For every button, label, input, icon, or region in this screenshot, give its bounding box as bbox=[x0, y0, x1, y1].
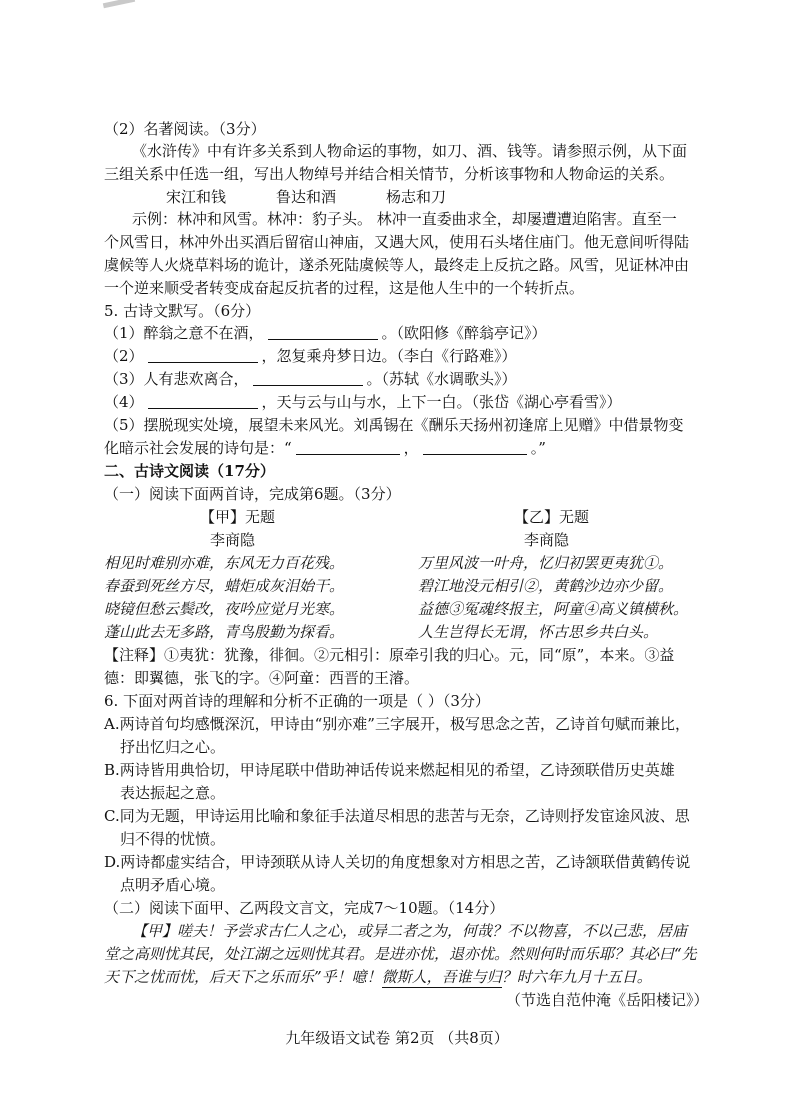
passage-source: （节选自范仲淹《岳阳楼记》） bbox=[506, 991, 709, 1009]
q4-2-header: （2）名著阅读。（3分） bbox=[104, 120, 266, 138]
subsection-2-header: （二）阅读下面甲、乙两段文言文，完成7～10题。（14分） bbox=[104, 899, 505, 917]
poem-a-line: 晓镜但愁云鬓改，夜吟应觉月光寒。 bbox=[104, 600, 345, 618]
choice-item: 鲁达和酒 bbox=[276, 188, 337, 206]
answer-blank[interactable] bbox=[148, 392, 258, 409]
q6-stem: 6. 下面对两首诗的理解和分析不正确的一项是（ ）（3分） bbox=[104, 692, 490, 710]
example-line: 虞候等人火烧草料场的诡计，遂杀死陆虞候等人，最终走上反抗之路。风雪，见证林冲由 bbox=[104, 256, 690, 274]
poem-a-author: 李商隐 bbox=[210, 531, 256, 549]
passage-line: 【甲】嗟夫！予尝求古仁人之心，或异二者之为，何哉？不以物喜，不以己悲，居庙 bbox=[132, 922, 688, 940]
q5-item-5-cont: 化暗示社会发展的诗句是：“ ， 。” bbox=[104, 439, 546, 457]
q5-item-4: （4） ，天与云与山与水，上下一白。（张岱《湖心亭看雪》） bbox=[104, 393, 622, 411]
q6-option-a-cont: 抒出忆归之心。 bbox=[120, 738, 226, 756]
answer-blank[interactable] bbox=[423, 438, 527, 455]
example-line: 个风雪日，林冲外出买酒后留宿山神庙，又遇大风，使用石头堵住庙门。他无意间听得陆 bbox=[104, 233, 690, 251]
poem-b-author: 李商隐 bbox=[524, 531, 570, 549]
scan-mark bbox=[103, 0, 135, 8]
q6-option-a[interactable]: A.两诗首句均感慨深沉，甲诗由“别亦难”三字展开，极写思念之苦，乙诗首句赋而兼比， bbox=[104, 715, 690, 733]
passage-line: 堂之高则忧其民，处江湖之远则忧其君。是进亦忧，退亦忧。然则何时而乐耶？其必曰“先 bbox=[104, 945, 697, 963]
notes-line: 德：即翼德，张飞的字。④阿童：西晋的王濬。 bbox=[104, 669, 420, 687]
q6-option-b-cont: 表达振起之意。 bbox=[120, 784, 226, 802]
page-footer: 九年级语文试卷 第2页 （共8页） bbox=[285, 1029, 509, 1047]
q5-header: 5. 古诗文默写。（6分） bbox=[104, 302, 261, 320]
poem-b-line: 人生岂得长无谓，怀古思乡共白头。 bbox=[418, 623, 659, 641]
poem-a-line: 春蚕到死丝方尽，蜡炬成灰泪始干。 bbox=[104, 577, 345, 595]
q4-2-line: 《水浒传》中有许多关系到人物命运的事物，如刀、酒、钱等。请参照示例，从下面 bbox=[132, 142, 688, 160]
subsection-1-header: （一）阅读下面两首诗，完成第6题。（3分） bbox=[104, 485, 401, 503]
notes-line: 【注释】①夷犹：犹豫，徘徊。②元相引：原牵引我的归心。元，同“原”，本来。③益 bbox=[104, 646, 675, 664]
q6-option-b[interactable]: B.两诗皆用典恰切，甲诗尾联中借助神话传说来燃起相见的希望，乙诗颈联借历史英雄 bbox=[104, 761, 675, 779]
poem-b-line: 益德③冤魂终报主，阿童④高义镇横秋。 bbox=[418, 600, 689, 618]
poem-a-title: 【甲】无题 bbox=[200, 508, 276, 526]
section-2-header: 二、古诗文阅读（17分） bbox=[104, 462, 275, 480]
poem-b-line: 碧江地没元相引②，黄鹤沙边亦少留。 bbox=[418, 577, 674, 595]
example-line: 一个逆来顺受者转变成奋起反抗者的过程，这是他人生中的一个转折点。 bbox=[104, 279, 585, 297]
answer-blank[interactable] bbox=[253, 369, 363, 386]
poem-a-line: 蓬山此去无多路，青鸟殷勤为探看。 bbox=[104, 623, 345, 641]
q4-2-line: 三组关系中任选一组，写出人物绰号并结合相关情节，分析该事物和人物命运的关系。 bbox=[104, 165, 675, 183]
poem-b-title: 【乙】无题 bbox=[514, 508, 590, 526]
answer-blank[interactable] bbox=[296, 438, 400, 455]
underlined-sentence: 微斯人，吾谁与归 bbox=[381, 968, 502, 986]
q5-item-5: （5）摆脱现实处境，展望未来风光。刘禹锡在《酬乐天扬州初逢席上见赠》中借景物变 bbox=[104, 416, 684, 434]
q6-option-d-cont: 点明矛盾心境。 bbox=[120, 876, 226, 894]
answer-blank[interactable] bbox=[148, 346, 258, 363]
choice-item: 宋江和钱 bbox=[166, 188, 227, 206]
q5-item-2: （2） ，忽复乘舟梦日边。（李白《行路难》） bbox=[104, 347, 517, 365]
choice-item: 杨志和刀 bbox=[386, 188, 447, 206]
q5-item-1: （1）醉翁之意不在酒， 。（欧阳修《醉翁亭记》） bbox=[104, 324, 547, 342]
q6-option-c[interactable]: C.同为无题，甲诗运用比喻和象征手法道尽相思的悲苦与无奈，乙诗则抒发宦途风波、思 bbox=[104, 807, 690, 825]
example-line: 示例：林冲和风雪。林冲：豹子头。 林冲一直委曲求全，却屡遭遭迫陷害。直至一 bbox=[132, 210, 677, 228]
q6-option-c-cont: 归不得的忧愤。 bbox=[120, 830, 226, 848]
passage-line: 天下之忧而忧，后天下之乐而乐”乎！噫！微斯人，吾谁与归？时六年九月十五日。 bbox=[104, 968, 652, 986]
poem-a-line: 相见时难别亦难，东风无力百花残。 bbox=[104, 554, 345, 572]
q5-item-3: （3）人有悲欢离合， 。（苏轼《水调歌头》） bbox=[104, 370, 517, 388]
answer-blank[interactable] bbox=[268, 323, 378, 340]
poem-b-line: 万里风波一叶舟，忆归初罢更夷犹①。 bbox=[418, 554, 674, 572]
q6-option-d[interactable]: D.两诗都虚实结合，甲诗颈联从诗人关切的角度想象对方相思之苦，乙诗颔联借黄鹤传说 bbox=[104, 853, 691, 871]
